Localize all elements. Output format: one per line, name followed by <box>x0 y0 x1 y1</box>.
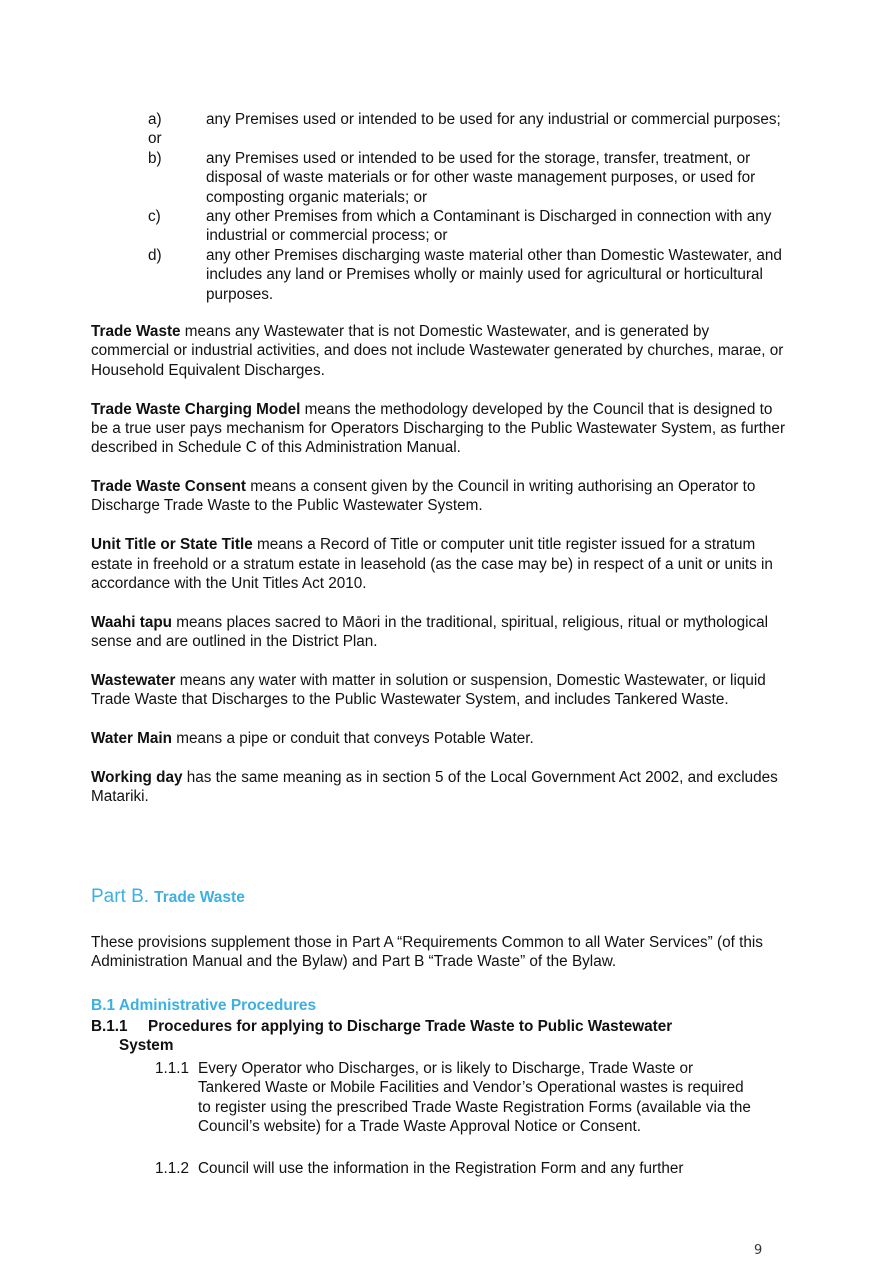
definition <box>91 322 791 380</box>
list-item <box>148 110 798 149</box>
clause-number: 1.1.2 <box>155 1160 190 1177</box>
clause-1-1-1 <box>155 1059 755 1137</box>
definition-term: Trade Waste Consent <box>91 478 246 496</box>
definition <box>91 768 791 807</box>
definition-text: means a Record of Title or computer unit title register issued for a stratum estate in freehold or a stratum estate in leasehold (as the case may be) in respect of a unit or units in accordance with the Unit Titles Act 2010. <box>91 536 773 592</box>
section-title-continued: System <box>119 1037 174 1055</box>
definition-term: Working day <box>91 768 183 786</box>
part-b-intro: These provisions supplement those in Part A “Requirements Common to all Water Services” (of this Administration Manual and the Bylaw) and Part B “Trade Waste” of the Bylaw. <box>91 934 763 971</box>
part-title: Trade Waste <box>154 889 245 906</box>
section-number: B.1.1 <box>91 1018 128 1035</box>
definition-text: means places sacred to Māori in the traditional, spiritual, religious, ritual or mythological sense and are outlined in the District Plan. <box>91 613 769 651</box>
definition-text: means any water with matter in solution or suspension, Domestic Wastewater, or liquid Trade Waste that Discharges to the Public Wastewater System, and includes Tankered Waste. <box>91 671 766 709</box>
definition-term: Wastewater <box>91 671 176 689</box>
part-label: Part B. <box>91 886 150 907</box>
list-item-text: any other Premises from which a Contaminant is Discharged in connection with any industrial or commercial process; or <box>206 208 772 245</box>
list-item-label: a) <box>148 111 162 128</box>
list-item <box>148 246 798 304</box>
definition <box>91 400 791 458</box>
definition-term: Unit Title or State Title <box>91 536 253 554</box>
definition-term: Trade Waste Charging Model <box>91 400 301 418</box>
definition <box>91 671 791 710</box>
list-item-label: b) <box>148 149 162 167</box>
list-item-text: any Premises used or intended to be used for the storage, transfer, treatment, or disposal of waste materials or for other waste management purposes, or used for composting organic materials; or <box>206 149 756 206</box>
definition-term: Waahi tapu <box>91 613 173 631</box>
section-title: Procedures for applying to Discharge Trade Waste to Public Wastewater <box>148 1018 673 1035</box>
part-b-heading <box>91 886 245 908</box>
list-item-text: any other Premises discharging waste material other than Domestic Wastewater, and includes any land or Premises wholly or mainly used for agricultural or horticultural purposes. <box>206 246 782 303</box>
definition-list <box>148 110 798 304</box>
definition-text: means a consent given by the Council in writing authorising an Operator to Discharge Trade Waste to the Public Wastewater System. <box>91 478 756 515</box>
page-number: 9 <box>754 1243 763 1258</box>
clause-text: Every Operator who Discharges, or is likely to Discharge, Trade Waste or Tankered Waste or Mobile Facilities and Vendor’s Operational wastes is required to register using the prescribed Trade Waste Registration Forms (available via the Council’s website) for a Trade Waste Approval Notice or Consent. <box>198 1060 751 1136</box>
definition-text: means the methodology developed by the Council that is designed to be a true user pays mechanism for Operators Discharging to the Public Wastewater System, as further described in Schedule C of this Administration Manual. <box>91 400 786 457</box>
clause-text: Council will use the information in the Registration Form and any further <box>198 1160 684 1177</box>
definition-term: Water Main <box>91 729 173 747</box>
definition <box>91 477 791 516</box>
clause-number: 1.1.1 <box>155 1060 190 1077</box>
definition <box>91 729 791 748</box>
definition-text: means any Wastewater that is not Domestic Wastewater, and is generated by commercial or industrial activities, and does not include Wastewater generated by churches, marae, or Household Equivalent Discharges. <box>91 323 784 379</box>
section-b1-heading: B.1 Administrative Procedures <box>91 997 317 1014</box>
list-item <box>148 207 798 246</box>
definition-text: has the same meaning as in section 5 of the Local Government Act 2002, and excludes Matariki. <box>91 768 778 805</box>
definition-text: means a pipe or conduit that conveys Potable Water. <box>172 729 534 747</box>
list-item-text: any Premises used or intended to be used for any industrial or commercial purposes; or <box>148 111 781 148</box>
list-item-label: d) <box>148 246 162 264</box>
list-item-label: c) <box>148 208 161 226</box>
section-b11-heading <box>91 1017 741 1056</box>
definition-term: Trade Waste <box>91 323 181 340</box>
clause-1-1-2 <box>155 1159 755 1178</box>
definitions <box>91 322 791 826</box>
list-item <box>148 149 798 207</box>
definition <box>91 535 791 593</box>
definition <box>91 613 791 652</box>
